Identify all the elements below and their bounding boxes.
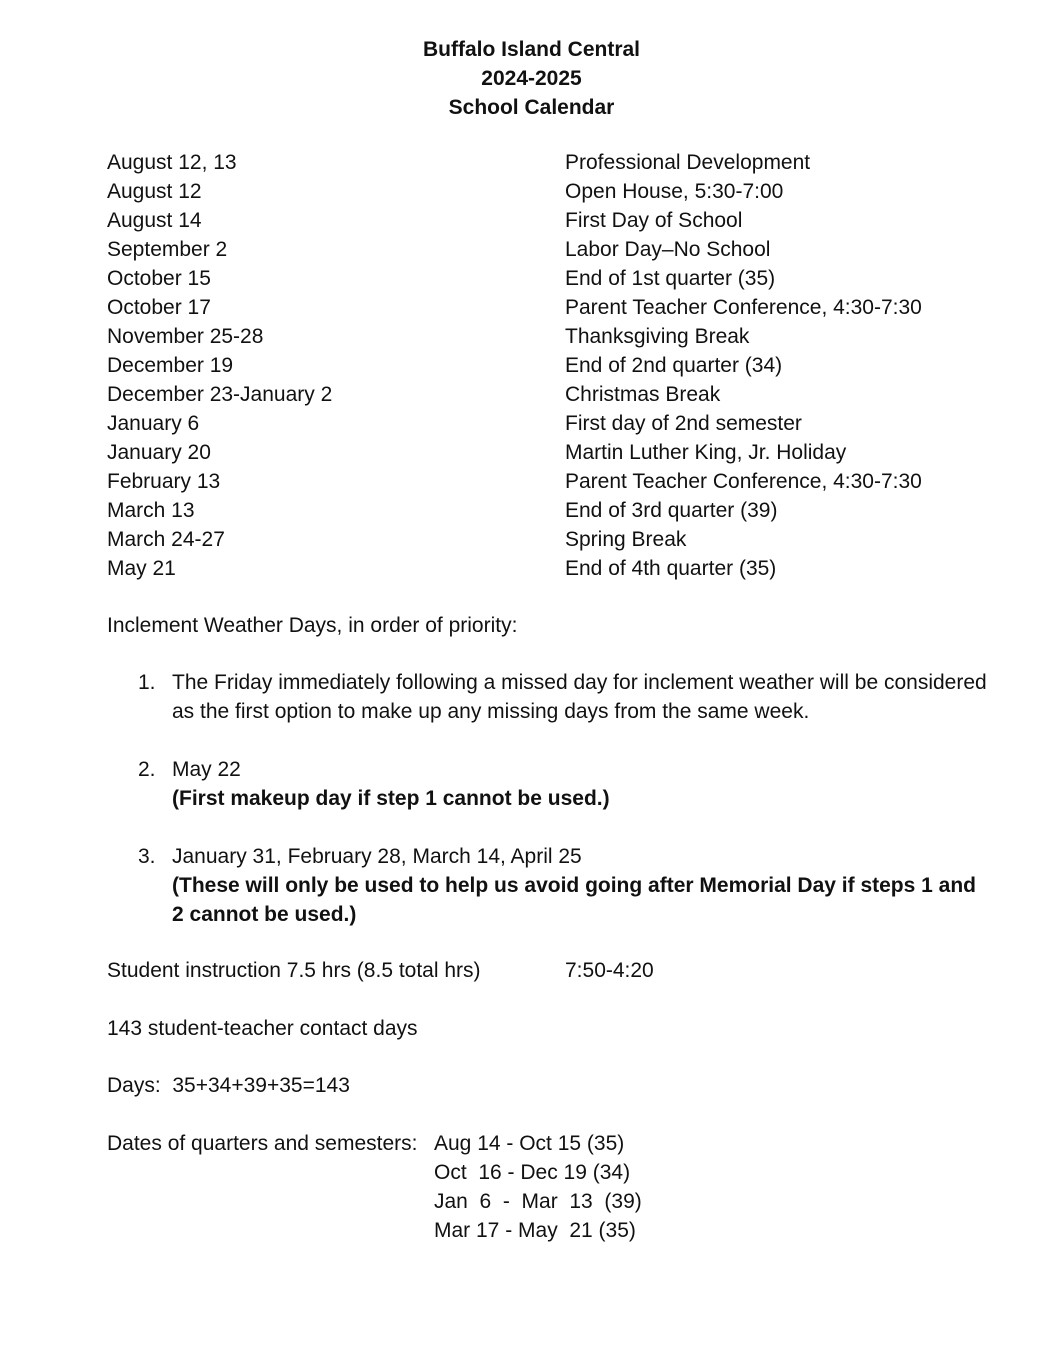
- event-date: October 17: [107, 296, 211, 319]
- event-description: End of 3rd quarter (39): [565, 499, 778, 522]
- page-title: School Calendar: [448, 96, 615, 119]
- quarter-range: Jan 6 - Mar 13 (39): [434, 1190, 642, 1213]
- quarters-label: Dates of quarters and semesters:: [107, 1132, 418, 1155]
- event-date: January 6: [107, 412, 200, 435]
- event-row: [107, 148, 1007, 177]
- quarter-range: Oct 16 - Dec 19 (34): [434, 1161, 631, 1184]
- event-row: [107, 206, 1007, 235]
- quarter-range: Aug 14 - Oct 15 (35): [434, 1132, 625, 1155]
- instruction-time: 7:50-4:20: [565, 959, 654, 982]
- event-date: December 19: [107, 354, 234, 377]
- title-block: [0, 35, 1063, 122]
- event-date: March 13: [107, 499, 195, 522]
- weather-item-number: 3.: [138, 845, 156, 868]
- event-row: [107, 322, 1007, 351]
- event-row: [107, 177, 1007, 206]
- event-date: November 25-28: [107, 325, 264, 348]
- weather-item-text: The Friday immediately following a missed day for inclement weather will be considered as the first option to make up any missing days from the same week.: [172, 671, 987, 723]
- event-description: End of 4th quarter (35): [565, 557, 777, 580]
- event-description: Parent Teacher Conference, 4:30-7:30: [565, 470, 922, 493]
- event-row: [107, 293, 1007, 322]
- event-date: August 12: [107, 180, 202, 203]
- weather-item-text: January 31, February 28, March 14, April 25: [172, 845, 582, 868]
- event-description: Labor Day–No School: [565, 238, 771, 261]
- quarters-list: [434, 1129, 642, 1245]
- event-description: Open House, 5:30-7:00: [565, 180, 784, 203]
- weather-item-note: (These will only be used to help us avoid going after Memorial Day if steps 1 and 2 cannot be used.): [172, 874, 976, 926]
- event-row: [107, 438, 1007, 467]
- event-date: May 21: [107, 557, 176, 580]
- weather-item: [107, 668, 987, 726]
- event-row: [107, 467, 1007, 496]
- events-list: [107, 148, 1007, 583]
- event-row: [107, 351, 1007, 380]
- event-row: [107, 235, 1007, 264]
- event-row: [107, 496, 1007, 525]
- weather-item-number: 1.: [138, 671, 156, 694]
- weather-item: [107, 755, 987, 813]
- event-row: [107, 554, 1007, 583]
- event-date: December 23-January 2: [107, 383, 333, 406]
- event-row: [107, 525, 1007, 554]
- event-description: First day of 2nd semester: [565, 412, 802, 435]
- weather-item-text: May 22: [172, 758, 241, 781]
- event-date: September 2: [107, 238, 228, 261]
- contact-days: 143 student-teacher contact days: [107, 1017, 418, 1040]
- event-description: Parent Teacher Conference, 4:30-7:30: [565, 296, 922, 319]
- event-description: Professional Development: [565, 151, 811, 174]
- event-row: [107, 409, 1007, 438]
- event-description: Martin Luther King, Jr. Holiday: [565, 441, 847, 464]
- event-row: [107, 264, 1007, 293]
- event-description: Spring Break: [565, 528, 687, 551]
- event-date: August 14: [107, 209, 202, 232]
- days-sum: Days: 35+34+39+35=143: [107, 1074, 350, 1097]
- event-description: Christmas Break: [565, 383, 721, 406]
- school-year: 2024-2025: [481, 67, 582, 90]
- event-description: End of 2nd quarter (34): [565, 354, 783, 377]
- weather-heading: Inclement Weather Days, in order of priority:: [107, 614, 518, 637]
- weather-item: [107, 842, 987, 929]
- weather-item-note: (First makeup day if step 1 cannot be used.): [172, 787, 610, 810]
- event-date: January 20: [107, 441, 211, 464]
- event-date: March 24-27: [107, 528, 225, 551]
- event-date: October 15: [107, 267, 211, 290]
- school-name: Buffalo Island Central: [422, 38, 641, 61]
- event-date: August 12, 13: [107, 151, 237, 174]
- event-description: Thanksgiving Break: [565, 325, 750, 348]
- instruction-hours: [107, 956, 1007, 985]
- quarter-range: Mar 17 - May 21 (35): [434, 1219, 636, 1242]
- event-row: [107, 380, 1007, 409]
- event-date: February 13: [107, 470, 221, 493]
- event-description: First Day of School: [565, 209, 743, 232]
- weather-priority-list: [107, 668, 987, 958]
- instruction-label: Student instruction 7.5 hrs (8.5 total hrs): [107, 959, 481, 982]
- event-description: End of 1st quarter (35): [565, 267, 776, 290]
- weather-item-number: 2.: [138, 758, 156, 781]
